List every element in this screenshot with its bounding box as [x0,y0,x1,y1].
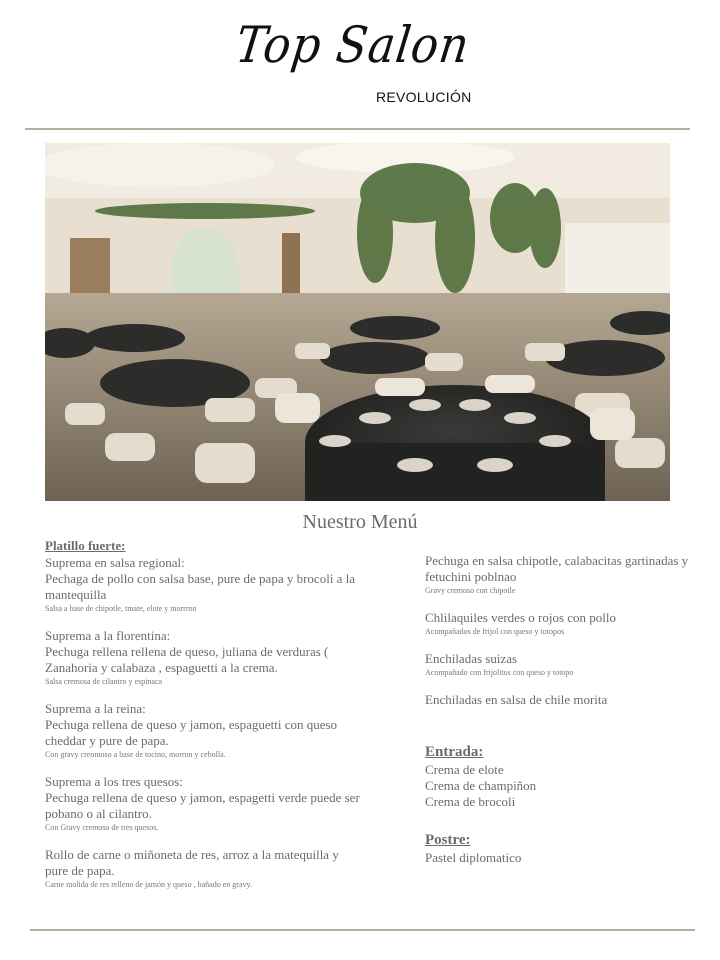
dish-item [45,628,365,687]
dish-note: Carne molida de res relleno de jamón y queso , bañado en gravy. [45,880,252,889]
dish-description: Rollo de carne o miñoneta de res, arroz a la matequilla y pure de papa. [45,847,339,878]
venue-photo [45,143,670,501]
dish-item [425,651,710,678]
venue-photo-illustration [45,143,670,501]
entrada-section [425,744,710,810]
logo-subtitle: REVOLUCIÓN [376,89,472,105]
dish-item [45,555,365,614]
dish-note: Acompañado con frijolitos con queso y totopo [425,668,574,677]
logo [232,12,473,112]
dish-name: Suprema a los tres quesos: [45,774,183,789]
postre-section [425,832,710,866]
dish-item [45,774,365,833]
right-column [425,553,710,866]
dish-note: Con gravy creomoso a base de tocino, morron y cebolla. [45,750,226,759]
dish-name: Enchiladas en salsa de chile morita [425,692,608,707]
top-divider [25,128,690,130]
dish-name: Suprema a la reina: [45,701,146,716]
dish-description: Pechuga rellena rellena de queso, juliana de verduras ( Zanahoria y calabaza , espaguetti a la crema. [45,644,329,675]
dish-description: Pechuga rellena de queso y jamon, espaguetti con queso cheddar y pure de papa. [45,717,338,748]
dish-note: Con Gravy cremoso de tres quesos. [45,823,159,832]
dish-note: Salsa a base de chipotle, tmate, elote y morrron [45,604,197,613]
logo-script: Top Salon [232,16,473,74]
dish-description: Pechaga de pollo con salsa base, pure de papa y brocoli a la mantequilla [45,571,356,602]
dish-item [425,610,710,637]
dish-name: Chlilaquiles verdes o rojos con pollo [425,610,617,625]
main-course-column [45,538,365,904]
entrada-item: Crema de elote [425,762,504,777]
dish-item [425,692,710,708]
main-course-heading: Platillo fuerte: [45,538,126,553]
postre-heading: Postre: [425,832,471,848]
dish-item [425,553,710,596]
dish-name: Suprema en salsa regional: [45,555,185,570]
dish-note: Acompañados de frijol con queso y totopos [425,627,565,636]
dish-item [45,701,365,760]
bottom-divider [30,929,695,931]
dish-note: Salsa cremosa de cilantro y espinaca [45,677,163,686]
dish-name: Enchiladas suizas [425,651,518,666]
dish-name: Suprema a la florentina: [45,628,171,643]
dish-item [45,847,365,890]
entrada-heading: Entrada: [425,744,484,760]
entrada-item: Crema de brocoli [425,794,516,809]
dish-note: Gravy cremoso con chipotle [425,586,516,595]
entrada-item: Crema de champiñon [425,778,537,793]
postre-item: Pastel diplomatico [425,850,522,865]
dish-description: Pechuga rellena de queso y jamon, espagetti verde puede ser pobano o al cilantro. [45,790,360,821]
dish-name: Pechuga en salsa chipotle, calabacitas gartinadas y fetuchini poblnao [425,553,689,584]
menu-title: Nuestro Menú [302,511,418,533]
